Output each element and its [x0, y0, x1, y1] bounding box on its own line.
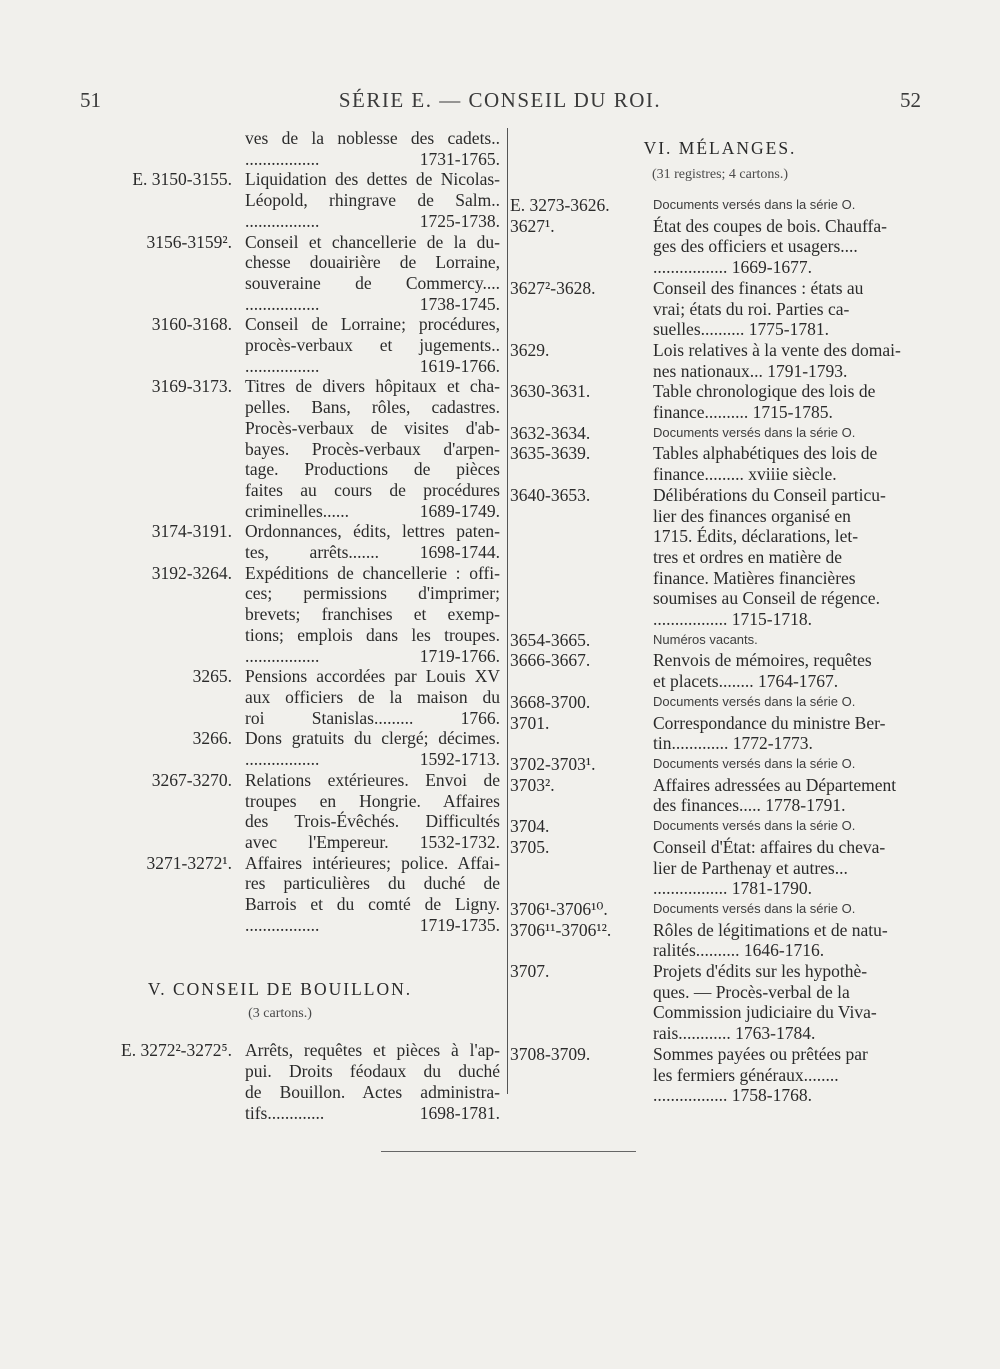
entry-line: Commission judiciaire du Viva-	[653, 1002, 877, 1023]
entry-code: E. 3150-3155.	[132, 169, 232, 190]
inventory-entry	[510, 837, 930, 899]
entry-line: Relations extérieures. Envoi de	[245, 769, 500, 790]
entry-line: Affaires adressées au Département	[653, 774, 897, 795]
entry-line: finance......... xviiie siècle.	[653, 464, 837, 485]
entry-code: 3169-3173.	[151, 376, 232, 397]
inventory-entry	[60, 314, 500, 376]
entry-line: tage. Productions de pièces	[245, 459, 500, 480]
entry-line: Pensions accordées par Louis XV	[245, 666, 500, 687]
inventory-entry	[510, 443, 930, 484]
entry-description	[60, 563, 500, 667]
entry-line: ................. 1715-1718.	[653, 609, 812, 630]
entry-line: Léopold, rhingrave de Salm..	[245, 190, 500, 211]
inventory-entry	[510, 920, 930, 961]
entry-code: 3666-3667.	[510, 650, 591, 671]
entry-code: 3627²-3628.	[510, 277, 596, 298]
entry-description	[510, 485, 930, 630]
entry-line: criminelles...... 1689-1749.	[245, 500, 500, 521]
left-page-number: 51	[80, 88, 101, 112]
inventory-entry	[60, 128, 500, 169]
inventory-entry	[510, 216, 930, 278]
entry-line: des Trois-Évêchés. Difficultés	[245, 811, 500, 832]
entry-line: faites au cours de procédures	[245, 479, 500, 500]
left-entries	[60, 128, 500, 935]
entry-line: Tables alphabétiques des lois de	[653, 443, 878, 464]
entry-code: 3703².	[510, 774, 555, 795]
entry-description	[510, 816, 930, 837]
entry-line: ................. 1592-1713.	[245, 749, 500, 770]
inventory-entry	[510, 961, 930, 1044]
inventory-entry	[60, 521, 500, 562]
entry-line: ralités.......... 1646-1716.	[653, 940, 825, 961]
entry-line: ................. 1738-1745.	[245, 293, 500, 314]
entry-code: 3267-3270.	[151, 769, 232, 790]
entry-line: aux officiers de la maison du	[245, 686, 500, 707]
entry-line: Sommes payées ou prêtées par	[653, 1043, 868, 1064]
entry-line: tin............. 1772-1773.	[653, 733, 813, 754]
section-title-melanges: VI. MÉLANGES.	[643, 138, 797, 158]
entry-line: Délibérations du Conseil particu-	[653, 484, 886, 505]
entry-line: Conseil des finances : états au	[653, 277, 864, 298]
inventory-entry	[510, 278, 930, 340]
entry-code: 3701.	[510, 712, 550, 733]
inventory-entry	[60, 169, 500, 231]
entry-line: lier de Parthenay et autres...	[653, 857, 848, 878]
entry-line: ................. 1619-1766.	[245, 355, 500, 376]
entry-code: 3706¹¹-3706¹².	[510, 919, 612, 940]
entry-line: Correspondance du ministre Ber-	[653, 712, 886, 733]
entry-line: Barrois et du comté de Ligny.	[245, 894, 500, 915]
entry-description	[60, 232, 500, 315]
inventory-entry	[510, 754, 930, 775]
entry-code: 3654-3665.	[510, 629, 591, 650]
entry-code: 3706¹-3706¹⁰.	[510, 898, 608, 919]
entry-line: finance. Matières financières	[653, 567, 856, 588]
entry-line: Conseil d'État: affaires du cheva-	[653, 836, 886, 857]
entry-code: E. 3272²-3272⁵.	[121, 1040, 232, 1061]
entry-line: Documents versés dans la série O.	[653, 197, 856, 212]
entry-code: 3705.	[510, 836, 550, 857]
entry-description	[60, 853, 500, 936]
entry-line: rais............ 1763-1784.	[653, 1023, 816, 1044]
entry-line: Documents versés dans la série O.	[653, 693, 856, 709]
entry-description	[510, 775, 930, 816]
entry-code: 3635-3639.	[510, 443, 591, 464]
entry-description	[60, 666, 500, 728]
entry-code: 3156-3159².	[146, 231, 232, 252]
inventory-entry	[510, 195, 930, 216]
entry-code: 3632-3634.	[510, 422, 591, 443]
entry-line: de Bouillon. Actes administra-	[245, 1081, 500, 1102]
entry-line: pelles. Bans, rôles, cadastres.	[245, 397, 500, 418]
entry-line: 1715. Édits, déclarations, let-	[653, 526, 859, 547]
entry-line: procès-verbaux et jugements..	[245, 335, 500, 356]
entry-code: 3627¹.	[510, 215, 555, 236]
entry-line: État des coupes de bois. Chauffa-	[653, 215, 887, 236]
entry-description	[60, 728, 500, 769]
entry-line: ................. 1781-1790.	[653, 878, 812, 899]
entry-line: ................. 1719-1766.	[245, 645, 500, 666]
inventory-entry	[60, 666, 500, 728]
entry-line: ................. 1719-1735.	[245, 914, 500, 935]
entry-code: 3630-3631.	[510, 381, 591, 402]
entry-code: 3266.	[192, 728, 232, 749]
inventory-entry	[510, 1044, 930, 1106]
entry-description	[510, 837, 930, 899]
entry-line: chesse douairière de Lorraine,	[245, 252, 500, 273]
entry-line: Renvois de mémoires, requêtes	[653, 650, 872, 671]
section-title-bouillon: V. CONSEIL DE BOUILLON.	[147, 979, 413, 1000]
entry-code: 3174-3191.	[151, 521, 232, 542]
inventory-entry	[510, 423, 930, 444]
entry-line: les fermiers généraux........	[653, 1064, 839, 1085]
running-title: SÉRIE E. — CONSEIL DU ROI.	[338, 88, 662, 112]
right-page-number: 52	[900, 88, 921, 112]
entry-line: tions; emplois dans les troupes.	[245, 624, 500, 645]
entry-line: Titres de divers hôpitaux et cha-	[245, 376, 500, 397]
entry-line: Conseil de Lorraine; procédures,	[245, 314, 500, 335]
entry-line: avec l'Empereur. 1532-1732.	[245, 831, 500, 852]
entry-line: Lois relatives à la vente des domai-	[653, 339, 901, 360]
inventory-entry	[60, 563, 500, 667]
inventory-entry	[510, 485, 930, 630]
entry-line: ges des officiers et usagers....	[653, 236, 858, 257]
inventory-entry	[60, 376, 500, 521]
entry-line: Rôles de légitimations et de natu-	[653, 919, 888, 940]
entry-description	[60, 770, 500, 853]
entry-line: Numéros vacants.	[653, 631, 758, 647]
section-subtitle-melanges: (31 registres; 4 cartons.)	[651, 167, 789, 182]
entry-line: ves de la noblesse des cadets..	[245, 128, 500, 148]
inventory-entry	[510, 381, 930, 422]
entry-line: ................. 1669-1677.	[653, 257, 812, 278]
inventory-entry	[60, 728, 500, 769]
entry-line: vrai; états du roi. Parties ca-	[653, 298, 850, 319]
entry-code: 3640-3653.	[510, 484, 591, 505]
entry-line: suelles.......... 1775-1781.	[653, 319, 829, 340]
entry-description	[60, 376, 500, 521]
entry-line: ................. 1758-1768.	[653, 1085, 812, 1106]
inventory-entry	[60, 770, 500, 853]
entry-line: Projets d'édits sur les hypothè-	[653, 961, 868, 982]
entry-code: 3160-3168.	[151, 314, 232, 335]
entry-code: 3704.	[510, 816, 550, 837]
entry-line: ques. — Procès-verbal de la	[653, 981, 850, 1002]
entry-line: Affaires intérieures; police. Affai-	[245, 852, 500, 873]
entry-line: Table chronologique des lois de	[653, 381, 876, 402]
entry-code: 3271-3272¹.	[146, 852, 232, 873]
entry-line: nes nationaux... 1791-1793.	[653, 360, 848, 381]
entry-line: ces; permissions d'imprimer;	[245, 583, 500, 604]
inventory-entry	[510, 816, 930, 837]
entry-line: tes, arrêts....... 1698-1744.	[245, 542, 500, 563]
entry-line: ................. 1731-1765.	[245, 148, 500, 169]
entry-description	[510, 340, 930, 381]
inventory-entry	[510, 692, 930, 713]
inventory-entry	[60, 1040, 500, 1123]
entry-line: bayes. Procès-verbaux d'arpen-	[245, 438, 500, 459]
entry-line: tifs............. 1698-1781.	[245, 1102, 500, 1123]
entry-line: des finances..... 1778-1791.	[653, 795, 846, 816]
entry-line: ................. 1725-1738.	[245, 210, 500, 231]
entry-line: soumises au Conseil de régence.	[653, 588, 880, 609]
right-entries	[510, 195, 930, 1106]
entry-line: Conseil et chancellerie de la du-	[245, 231, 500, 252]
inventory-entry	[60, 853, 500, 936]
entry-line: pui. Droits féodaux du duché	[245, 1061, 500, 1082]
entry-line: finance.......... 1715-1785.	[653, 402, 833, 423]
entry-line: Arrêts, requêtes et pièces à l'ap-	[245, 1040, 500, 1061]
inventory-entry	[510, 775, 930, 816]
right-column	[510, 128, 930, 1106]
entry-description	[510, 216, 930, 278]
entry-code: 3265.	[192, 666, 232, 687]
entry-description	[60, 521, 500, 562]
left-column	[60, 128, 500, 1123]
entry-description	[60, 128, 500, 169]
entry-line: Ordonnances, édits, lettres paten-	[245, 521, 500, 542]
entry-line: souveraine de Commercy....	[245, 272, 500, 293]
entry-description	[510, 961, 930, 1044]
entry-line: lier des finances organisé en	[653, 505, 851, 526]
entry-line: brevets; franchises et exemp-	[245, 604, 500, 625]
entry-line: res particulières du duché de	[245, 873, 500, 894]
inventory-entry	[510, 630, 930, 651]
entry-line: troupes en Hongrie. Affaires	[245, 790, 500, 811]
entry-line: Expéditions de chancellerie : offi-	[245, 562, 500, 583]
inventory-entry	[510, 650, 930, 691]
entry-code: E. 3273-3626.	[510, 195, 610, 215]
inventory-entry	[510, 713, 930, 754]
entry-line: roi Stanislas......... 1766.	[245, 707, 500, 728]
entry-code: 3629.	[510, 339, 550, 360]
entry-line: Liquidation des dettes de Nicolas-	[245, 169, 500, 190]
entry-line: Documents versés dans la série O.	[653, 424, 856, 440]
entry-line: Documents versés dans la série O.	[653, 900, 856, 916]
entry-code: 3192-3264.	[151, 562, 232, 583]
entry-code: 3708-3709.	[510, 1043, 591, 1064]
section-subtitle-bouillon: (3 cartons.)	[248, 1006, 312, 1022]
inventory-entry	[60, 232, 500, 315]
entry-code: 3702-3703¹.	[510, 753, 596, 774]
entry-line: Procès-verbaux de visites d'ab-	[245, 417, 500, 438]
inventory-entry	[510, 899, 930, 920]
column-divider	[507, 128, 508, 1094]
entry-description	[60, 314, 500, 376]
entry-description	[60, 169, 500, 231]
entry-line: Documents versés dans la série O.	[653, 755, 856, 771]
entry-code: 3668-3700.	[510, 691, 591, 712]
entry-line: Dons gratuits du clergé; décimes.	[245, 728, 500, 749]
entry-line: Documents versés dans la série O.	[653, 818, 856, 834]
entry-code: 3707.	[510, 961, 550, 982]
entry-line: et placets........ 1764-1767.	[653, 671, 839, 692]
entry-line: tres et ordres en matière de	[653, 546, 843, 567]
inventory-entry	[510, 340, 930, 381]
footer-rule	[381, 1151, 636, 1152]
entry-description	[510, 713, 930, 754]
